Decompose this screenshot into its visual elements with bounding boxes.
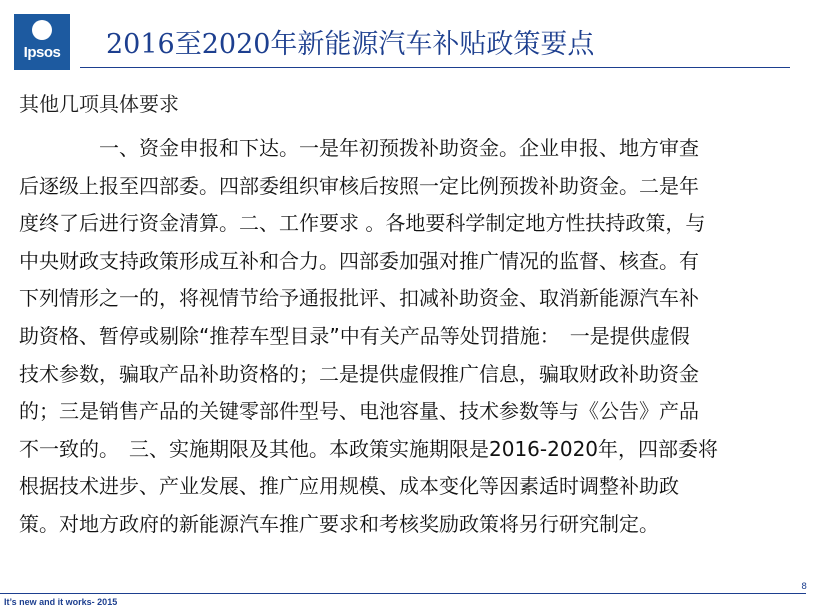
footer-divider [0, 593, 806, 594]
logo-circle-icon [32, 20, 52, 40]
slide-title: 2016至2020年新能源汽车补贴政策要点 [106, 29, 595, 60]
page-number: 8 [801, 582, 807, 592]
body-line: 度终了后进行资金清算。二、工作要求 。各地要科学制定地方性扶持政策，与 [19, 211, 706, 236]
ipsos-logo [14, 14, 70, 70]
body-line: 根据技术进步、产业发展、推广应用规模、成本变化等因素适时调整补助政 [19, 474, 679, 499]
body-line: 的；三是销售产品的关键零部件型号、电池容量、技术参数等与《公告》产品 [19, 399, 699, 424]
body-line: 助资格、暂停或剔除“推荐车型目录”中有关产品等处罚措施： 一是提供虚假 [19, 323, 690, 348]
body-line: 下列情形之一的，将视情节给予通报批评、扣减补助资金、取消新能源汽车补 [19, 286, 699, 311]
body-line: 一、资金申报和下达。一是年初预拨补助资金。企业申报、地方审查 [19, 136, 699, 160]
body-line: 中央财政支持政策形成互补和合力。四部委加强对推广情况的监督、核查。有 [19, 248, 699, 273]
logo-text: Ipsos [23, 44, 61, 61]
body-line: 技术参数，骗取产品补助资格的；二是提供虚假推广信息，骗取财政补助资金 [19, 361, 699, 386]
body-line: 策。对地方政府的新能源汽车推广要求和考核奖励政策将另行研究制定。 [19, 511, 659, 536]
slide-subtitle: 其他几项具体要求 [19, 92, 179, 116]
footer-tagline: It’s new and it works- 2015 [4, 597, 118, 607]
title-divider [80, 67, 790, 68]
body-line: 不一致的。 三、实施期限及其他。本政策实施期限是2016-2020年，四部委将 [19, 436, 719, 461]
body-line: 后逐级上报至四部委。四部委组织审核后按照一定比例预拨补助资金。二是年 [19, 173, 699, 198]
body-text [19, 130, 805, 544]
